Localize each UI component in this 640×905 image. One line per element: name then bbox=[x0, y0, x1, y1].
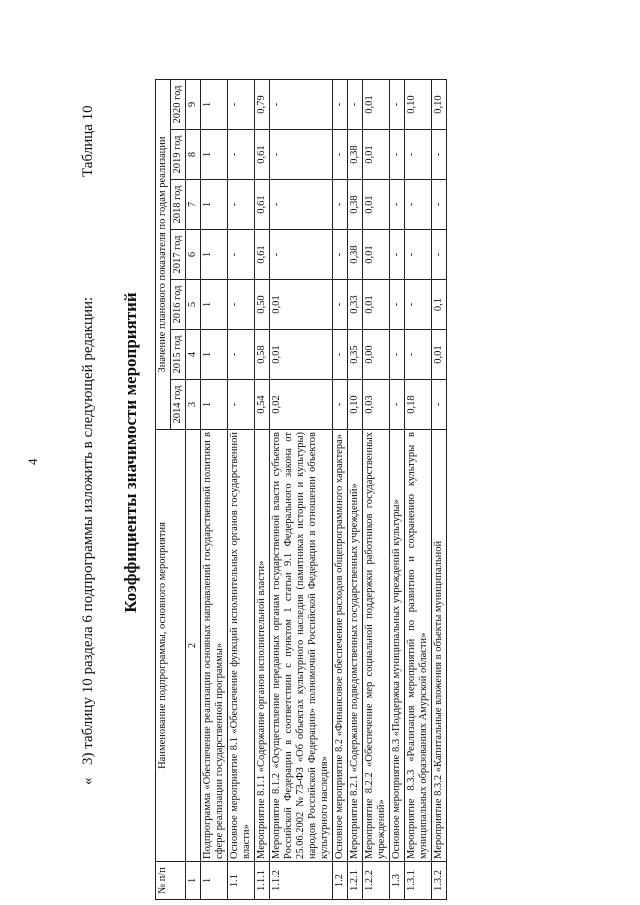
row-name: Мероприятие 8.2.1 «Содержание подведомственных государственных учреждений» bbox=[348, 430, 363, 862]
row-value: - bbox=[270, 80, 333, 130]
table-row bbox=[405, 80, 432, 900]
row-value: 1 bbox=[201, 80, 228, 130]
row-value: - bbox=[405, 230, 432, 280]
row-number: 1 bbox=[201, 862, 228, 900]
row-number: 1.1.1 bbox=[255, 862, 270, 900]
row-name: Мероприятие 8.2.2 «Обеспечение мер социальной поддержки работников государственных учреждений» bbox=[363, 430, 390, 862]
row-value: - bbox=[333, 280, 348, 330]
col-number: 7 bbox=[186, 180, 201, 230]
row-value: 0,33 bbox=[348, 280, 363, 330]
row-value: 1 bbox=[201, 380, 228, 430]
row-value: 0,50 bbox=[255, 280, 270, 330]
row-value: 0,54 bbox=[255, 380, 270, 430]
row-value: - bbox=[270, 130, 333, 180]
row-value: - bbox=[228, 180, 255, 230]
row-value: 1 bbox=[201, 330, 228, 380]
row-value: 0,38 bbox=[348, 230, 363, 280]
row-value: 0,38 bbox=[348, 130, 363, 180]
open-quote: « bbox=[80, 777, 96, 785]
row-value: - bbox=[270, 180, 333, 230]
row-value: - bbox=[228, 80, 255, 130]
table-body bbox=[201, 80, 447, 900]
header-year: 2017 год bbox=[171, 230, 186, 280]
row-value: - bbox=[228, 380, 255, 430]
page-number: 4 bbox=[25, 458, 40, 465]
header-year: 2019 год bbox=[171, 130, 186, 180]
row-value: 0,01 bbox=[363, 130, 390, 180]
table-row bbox=[363, 80, 390, 900]
row-value: 0,01 bbox=[363, 180, 390, 230]
row-value: - bbox=[405, 280, 432, 330]
col-number: 8 bbox=[186, 130, 201, 180]
col-number: 6 bbox=[186, 230, 201, 280]
row-value: 0,35 bbox=[348, 330, 363, 380]
row-number: 1.3.1 bbox=[405, 862, 432, 900]
row-value: - bbox=[390, 230, 405, 280]
row-value: 0,18 bbox=[405, 380, 432, 430]
intro-text: 3) таблицу 10 раздела 6 подпрограммы изложить в следующей редакции: bbox=[80, 296, 96, 765]
col-number: 4 bbox=[186, 330, 201, 380]
header-year: 2020 год bbox=[171, 80, 186, 130]
row-value: - bbox=[405, 180, 432, 230]
col-number: 9 bbox=[186, 80, 201, 130]
row-value: - bbox=[333, 180, 348, 230]
row-value: - bbox=[333, 230, 348, 280]
row-number: 1.2.2 bbox=[363, 862, 390, 900]
row-value: 0,01 bbox=[363, 280, 390, 330]
row-value: - bbox=[228, 280, 255, 330]
document-title: Коэффициенты значимости мероприятий bbox=[121, 292, 140, 613]
row-value: - bbox=[348, 80, 363, 130]
table-row bbox=[228, 80, 255, 900]
row-name: Подпрограмма «Обеспечение реализации основных направлений государственной политики в сфере реализации государственной программы» bbox=[201, 430, 228, 862]
row-value: - bbox=[228, 130, 255, 180]
row-number: 1.2.1 bbox=[348, 862, 363, 900]
row-value: 0,38 bbox=[348, 180, 363, 230]
row-value: - bbox=[333, 330, 348, 380]
header-group: Значение планового показателя по годам реализации bbox=[156, 80, 171, 430]
row-name: Основное мероприятие 8.2 «Финансовое обеспечение расходов общепрограммного характера» bbox=[333, 430, 348, 862]
header-num: № п/п bbox=[156, 862, 186, 900]
row-value: 0,10 bbox=[432, 80, 447, 130]
row-value: 0,1 bbox=[432, 280, 447, 330]
row-value: 1 bbox=[201, 280, 228, 330]
row-name: Основное мероприятие 8.1 «Обеспечение функций исполнительных органов государственной власти» bbox=[228, 430, 255, 862]
row-name: Мероприятие 8.1.2 «Осуществление переданных органам государственной власти субъектов Российской Федерации в соответствии с пунктом 1 статьи 9.1 Федерального закона от 25.06.2002 №73-ФЗ «Об объектах культурного наследия (памятниках истории и культуры) народов Российской Федерации» полномочий Российской Федерации в отношении объектов культурного наследия» bbox=[270, 430, 333, 862]
row-name: Мероприятие 8.3.3 «Реализация мероприятий по развитию и сохранению культуры в муниципальных образованиях Амурской области» bbox=[405, 430, 432, 862]
table-row bbox=[390, 80, 405, 900]
header-year: 2016 год bbox=[171, 280, 186, 330]
row-value: 0,79 bbox=[255, 80, 270, 130]
col-number: 5 bbox=[186, 280, 201, 330]
row-value: - bbox=[390, 80, 405, 130]
row-value: - bbox=[333, 80, 348, 130]
header-year: 2015 год bbox=[171, 330, 186, 380]
row-value: - bbox=[432, 380, 447, 430]
table-row bbox=[201, 80, 228, 900]
row-value: - bbox=[390, 130, 405, 180]
row-value: 0,01 bbox=[270, 280, 333, 330]
row-value: - bbox=[270, 230, 333, 280]
row-value: 0,01 bbox=[270, 330, 333, 380]
row-value: 0,02 bbox=[270, 380, 333, 430]
coefficients-table bbox=[155, 79, 447, 900]
row-number: 1.2 bbox=[333, 862, 348, 900]
row-value: 0,10 bbox=[348, 380, 363, 430]
row-value: 0,61 bbox=[255, 230, 270, 280]
row-value: - bbox=[390, 330, 405, 380]
row-value: - bbox=[432, 230, 447, 280]
row-name: Основное мероприятие 8.3 «Поддержка муниципальных учреждений культуры» bbox=[390, 430, 405, 862]
table-row bbox=[348, 80, 363, 900]
row-value: 0,01 bbox=[363, 230, 390, 280]
row-value: 0,61 bbox=[255, 180, 270, 230]
col-number: 2 bbox=[186, 430, 201, 862]
row-value: - bbox=[405, 130, 432, 180]
row-number: 1.3 bbox=[390, 862, 405, 900]
row-value: 0,58 bbox=[255, 330, 270, 380]
row-number: 1.1 bbox=[228, 862, 255, 900]
row-number: 1.3.2 bbox=[432, 862, 447, 900]
row-name: Мероприятие 8.1.1 «Содержание органов исполнительной власти» bbox=[255, 430, 270, 862]
col-number: 1 bbox=[186, 862, 201, 900]
row-value: 0,01 bbox=[432, 330, 447, 380]
table-row bbox=[432, 80, 447, 900]
table-row bbox=[333, 80, 348, 900]
row-value: - bbox=[390, 380, 405, 430]
header-year: 2018 год bbox=[171, 180, 186, 230]
table-row bbox=[255, 80, 270, 900]
row-number: 1.1.2 bbox=[270, 862, 333, 900]
row-value: - bbox=[432, 130, 447, 180]
row-value: - bbox=[390, 180, 405, 230]
row-value: - bbox=[228, 330, 255, 380]
row-value: - bbox=[432, 180, 447, 230]
row-value: 1 bbox=[201, 130, 228, 180]
col-number: 3 bbox=[186, 380, 201, 430]
row-value: - bbox=[333, 380, 348, 430]
row-value: - bbox=[228, 230, 255, 280]
header-name: Наименование подпрограммы, основного мероприятия bbox=[156, 430, 186, 862]
table-row bbox=[270, 80, 333, 900]
row-value: - bbox=[405, 330, 432, 380]
row-value: 0,61 bbox=[255, 130, 270, 180]
row-value: 0,10 bbox=[405, 80, 432, 130]
row-value: 0,01 bbox=[363, 80, 390, 130]
row-value: 0,00 bbox=[363, 330, 390, 380]
table-label: Таблица 10 bbox=[80, 105, 96, 177]
row-name: Мероприятие 8.3.2 «Капитальные вложения в объекты муниципальной bbox=[432, 430, 447, 862]
row-value: 1 bbox=[201, 230, 228, 280]
row-value: - bbox=[390, 280, 405, 330]
row-value: - bbox=[333, 130, 348, 180]
row-value: 0,03 bbox=[363, 380, 390, 430]
header-year: 2014 год bbox=[171, 380, 186, 430]
row-value: 1 bbox=[201, 180, 228, 230]
